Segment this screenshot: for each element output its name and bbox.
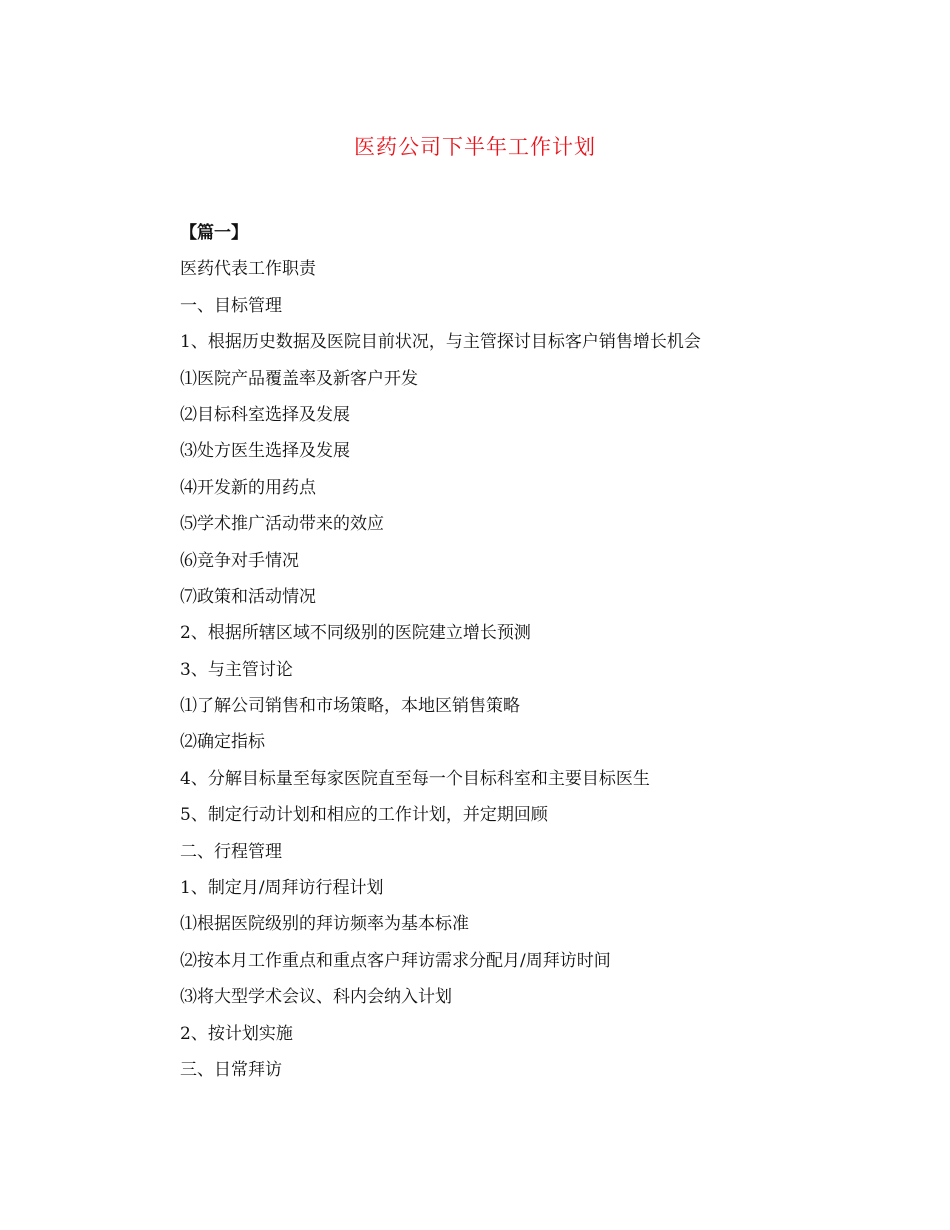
section-heading: 二、行程管理 bbox=[180, 841, 282, 862]
body-line: ⑶处方医生选择及发展 bbox=[180, 441, 350, 462]
document-title: 医药公司下半年工作计划 bbox=[354, 135, 596, 159]
section-heading: 三、日常拜访 bbox=[180, 1059, 282, 1080]
body-line: ⑵目标科室选择及发展 bbox=[180, 404, 350, 425]
body-line: ⑴了解公司销售和市场策略，本地区销售策略 bbox=[180, 696, 520, 717]
body-line: ⑴根据医院级别的拜访频率为基本标准 bbox=[180, 914, 469, 935]
body-line: 3、与主管讨论 bbox=[180, 659, 293, 680]
body-line: ⑵按本月工作重点和重点客户拜访需求分配月/周拜访时间 bbox=[180, 950, 611, 971]
section-heading: 一、目标管理 bbox=[180, 295, 282, 316]
body-line: 1、制定月/周拜访行程计划 bbox=[180, 878, 384, 899]
body-line: ⑶将大型学术会议、科内会纳入计划 bbox=[180, 987, 452, 1008]
body-line: ⑵确定指标 bbox=[180, 732, 265, 753]
section-marker: 【篇一】 bbox=[180, 223, 248, 243]
body-line: 医药代表工作职责 bbox=[180, 259, 316, 280]
body-line: 5、制定行动计划和相应的工作计划，并定期回顾 bbox=[180, 805, 548, 826]
body-line: ⑷开发新的用药点 bbox=[180, 477, 316, 498]
body-line: 4、分解目标量至每家医院直至每一个目标科室和主要目标医生 bbox=[180, 768, 650, 789]
body-line: ⑹竞争对手情况 bbox=[180, 550, 299, 571]
body-line: ⑺政策和活动情况 bbox=[180, 586, 316, 607]
body-line: 1、根据历史数据及医院目前状况，与主管探讨目标客户销售增长机会 bbox=[180, 332, 701, 353]
body-line: ⑸学术推广活动带来的效应 bbox=[180, 514, 384, 535]
body-line: ⑴医院产品覆盖率及新客户开发 bbox=[180, 368, 418, 389]
body-line: 2、按计划实施 bbox=[180, 1023, 293, 1044]
body-line: 2、根据所辖区域不同级别的医院建立增长预测 bbox=[180, 623, 531, 644]
document-body bbox=[180, 218, 880, 1091]
